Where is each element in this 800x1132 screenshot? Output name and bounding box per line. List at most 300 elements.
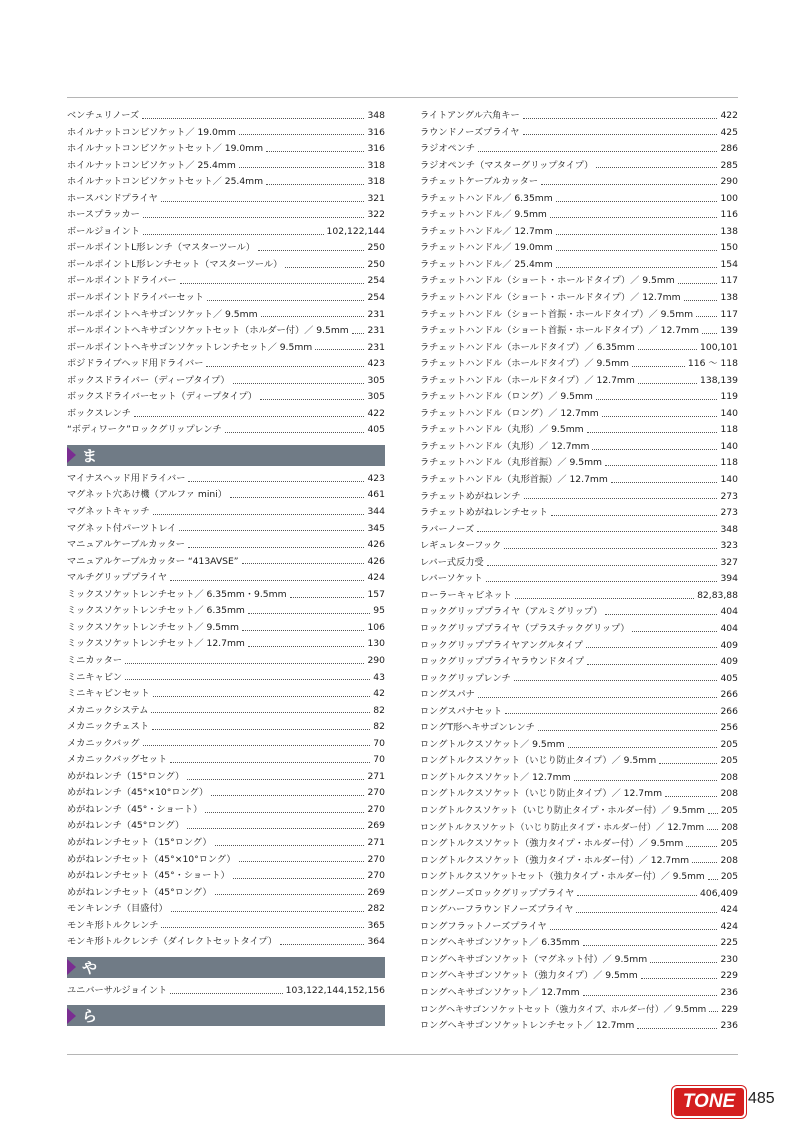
entry-name: モンキレンチ（目盛付） xyxy=(67,903,168,915)
entry-page: 270 xyxy=(367,870,385,882)
dot-leader xyxy=(538,730,718,731)
dot-leader xyxy=(266,184,364,185)
index-entry xyxy=(67,587,385,604)
entry-page: 139 xyxy=(720,325,738,337)
entry-page: 405 xyxy=(720,672,738,684)
entry-page: 323 xyxy=(720,540,738,552)
entry-name: ラジオペンチ xyxy=(420,143,476,155)
dot-leader xyxy=(523,134,718,135)
entry-page: 344 xyxy=(367,506,385,518)
entry-page: 236 xyxy=(720,1020,738,1032)
index-entry xyxy=(420,737,738,754)
dot-leader xyxy=(592,449,717,450)
entry-name: ラチェットケーブルカッター xyxy=(420,176,539,188)
entry-name: ロングフラットノーズプライヤ xyxy=(420,920,547,932)
dot-leader xyxy=(142,118,364,119)
index-entry xyxy=(420,191,738,208)
entry-page: 229 xyxy=(720,970,738,982)
entry-name: ホイルナットコンビソケット／ 19.0mm xyxy=(67,126,236,138)
entry-name: ラチェットハンドル（ショート首振・ホールドタイプ）／ 9.5mm xyxy=(420,308,694,320)
entry-page: 205 xyxy=(720,805,738,816)
entry-page: 208 xyxy=(720,854,738,866)
entry-page: 282 xyxy=(367,903,385,915)
entry-page: 138,139 xyxy=(700,374,738,386)
entry-name: ホースプラッカー xyxy=(67,209,140,221)
entry-name: ロングトルクスソケット／ 12.7mm xyxy=(420,771,571,783)
entry-page: 43 xyxy=(373,671,385,683)
dot-leader xyxy=(280,944,365,945)
dot-leader xyxy=(568,747,718,748)
entry-name: レバーソケット xyxy=(420,573,483,585)
entry-name: ボールジョイント xyxy=(67,225,140,237)
index-entry xyxy=(67,373,385,390)
entry-page: 365 xyxy=(367,919,385,931)
index-entry xyxy=(420,522,738,539)
entry-name: ロックグリップレンチ xyxy=(420,672,511,684)
dot-leader xyxy=(205,812,364,813)
entry-name: ミニキャビンセット xyxy=(67,688,150,700)
index-entry xyxy=(420,704,738,721)
entry-name: マニュアルケーブルカッター “413AVSE” xyxy=(67,555,239,567)
index-entry xyxy=(67,636,385,653)
entry-page: 305 xyxy=(367,391,385,403)
index-entry xyxy=(67,603,385,620)
entry-page: 70 xyxy=(373,737,385,749)
index-entry xyxy=(67,983,385,1000)
dot-leader xyxy=(352,333,365,334)
logo-text: TONE xyxy=(682,1091,736,1112)
index-entry xyxy=(420,952,738,969)
section-label: ま xyxy=(82,446,98,465)
entry-page: 225 xyxy=(720,937,738,949)
index-entry xyxy=(67,901,385,918)
entry-page: 404 xyxy=(720,622,738,634)
entry-name: モンキ形トルクレンチ xyxy=(67,919,159,931)
index-entry xyxy=(67,802,385,819)
index-entry xyxy=(67,670,385,687)
dot-leader xyxy=(143,234,324,235)
entry-name: ラチェットハンドル（丸形首振）／ 12.7mm xyxy=(420,474,608,486)
entry-page: 269 xyxy=(367,886,385,898)
index-entry xyxy=(420,174,738,191)
entry-name: ボックスレンチ xyxy=(67,407,131,419)
entry-page: 154 xyxy=(720,258,738,270)
index-entry xyxy=(67,835,385,852)
dot-leader xyxy=(637,1028,717,1029)
dot-leader xyxy=(550,217,718,218)
index-entry xyxy=(420,472,738,489)
entry-name: ラチェットハンドル（ショート・ホールドタイプ）／ 12.7mm xyxy=(420,292,681,304)
dot-leader xyxy=(258,250,365,251)
index-entry xyxy=(67,868,385,885)
entry-name: ローラーキャビネット xyxy=(420,589,512,601)
section-header xyxy=(67,1005,385,1026)
index-entry xyxy=(67,570,385,587)
dot-leader xyxy=(602,416,718,417)
dot-leader xyxy=(478,697,718,698)
index-entry xyxy=(67,108,385,125)
dot-leader xyxy=(556,201,718,202)
index-entry xyxy=(67,158,385,175)
dot-leader xyxy=(514,680,718,681)
dot-leader xyxy=(261,316,365,317)
dot-leader xyxy=(556,267,718,268)
dot-leader xyxy=(233,878,365,879)
index-entry xyxy=(67,521,385,538)
dot-leader xyxy=(143,745,371,746)
dot-leader xyxy=(170,993,282,994)
entry-name: ラチェットハンドル（ホールドタイプ）／ 6.35mm xyxy=(420,341,635,353)
entry-page: 316 xyxy=(367,143,385,155)
dot-leader xyxy=(709,1011,718,1012)
entry-page: 140 xyxy=(720,440,738,452)
index-entry xyxy=(67,406,385,423)
dot-leader xyxy=(684,300,718,301)
index-entry xyxy=(420,853,738,870)
entry-name: マグネット付パーツトレイ xyxy=(67,522,177,534)
index-entry xyxy=(67,141,385,158)
dot-leader xyxy=(248,646,365,647)
entry-name: ロングスパナ xyxy=(420,689,475,701)
dot-leader xyxy=(550,929,718,930)
dot-leader xyxy=(180,283,365,284)
entry-page: 208 xyxy=(720,788,738,800)
index-entry xyxy=(420,836,738,853)
entry-page: 117 xyxy=(720,308,738,320)
dot-leader xyxy=(187,828,364,829)
entry-name: めがねレンチセット（15°ロング） xyxy=(67,836,212,848)
index-entry xyxy=(420,373,738,390)
index-entry xyxy=(420,455,738,472)
entry-page: 321 xyxy=(367,192,385,204)
entry-page: 140 xyxy=(720,474,738,486)
section-marker-icon xyxy=(67,447,76,463)
index-entry xyxy=(67,323,385,340)
dot-leader xyxy=(233,383,365,384)
entry-name: ラチェットハンドル（丸形）／ 9.5mm xyxy=(420,424,584,436)
entry-name: メカニックシステム xyxy=(67,704,149,716)
dot-leader xyxy=(708,813,718,814)
dot-leader xyxy=(225,432,365,433)
entry-page: 271 xyxy=(367,836,385,848)
entry-page: 254 xyxy=(367,275,385,287)
index-entry xyxy=(420,820,738,837)
entry-name: ラウンドノーズプライヤ xyxy=(420,126,520,138)
entry-page: 100,101 xyxy=(700,341,738,353)
index-entry xyxy=(420,1018,738,1035)
entry-page: 273 xyxy=(720,490,738,502)
entry-page: 118 xyxy=(720,424,738,436)
index-entry xyxy=(67,273,385,290)
index-column-right xyxy=(420,108,738,1035)
dot-leader xyxy=(315,349,364,350)
dot-leader xyxy=(477,531,717,532)
entry-page: 318 xyxy=(367,176,385,188)
entry-page: 422 xyxy=(367,407,385,419)
index-entry xyxy=(420,489,738,506)
index-entry xyxy=(420,555,738,572)
dot-leader xyxy=(692,862,717,863)
entry-name: ベンチュリノーズ xyxy=(67,110,140,121)
dot-leader xyxy=(290,597,365,598)
dot-leader xyxy=(230,497,364,498)
section-header xyxy=(67,445,385,466)
entry-name: ロックグリッププライヤラウンドタイプ xyxy=(420,656,585,668)
entry-page: 116 ～ 118 xyxy=(687,358,738,370)
dot-leader xyxy=(242,563,365,564)
dot-leader xyxy=(248,613,370,614)
dot-leader xyxy=(486,581,718,582)
dot-leader xyxy=(576,912,717,913)
entry-page: 424 xyxy=(720,904,738,916)
entry-name: ボールポイントドライバーセット xyxy=(67,292,204,304)
index-column-left xyxy=(67,108,385,1031)
entry-name: マイナスヘッド用ドライバー xyxy=(67,472,186,484)
index-entry xyxy=(420,968,738,985)
entry-page: 422 xyxy=(720,110,738,121)
entry-name: ラチェットハンドル／ 6.35mm xyxy=(420,192,553,204)
entry-name: ミックスソケットレンチセット／ 12.7mm xyxy=(67,638,245,650)
dot-leader xyxy=(638,349,697,350)
index-entry xyxy=(420,158,738,175)
entry-name: ライトアングル六角キー xyxy=(420,110,520,121)
entry-page: 461 xyxy=(367,489,385,501)
section-header xyxy=(67,957,385,978)
index-entry xyxy=(67,703,385,720)
top-rule xyxy=(67,97,738,98)
dot-leader xyxy=(239,861,365,862)
entry-name: めがねレンチセット（45°×10°ロング） xyxy=(67,853,236,865)
dot-leader xyxy=(151,712,370,713)
entry-page: 102,122,144 xyxy=(326,225,385,237)
entry-page: 116 xyxy=(720,209,738,221)
dot-leader xyxy=(215,845,365,846)
tone-logo xyxy=(672,1086,746,1118)
entry-page: 394 xyxy=(720,573,738,585)
dot-leader xyxy=(665,796,717,797)
dot-leader xyxy=(605,614,717,615)
index-entry xyxy=(67,487,385,504)
dot-leader xyxy=(523,118,718,119)
dot-leader xyxy=(478,151,717,152)
index-entry xyxy=(420,538,738,555)
entry-page: 423 xyxy=(367,472,385,484)
entry-page: 425 xyxy=(720,126,738,138)
entry-name: ボールポイントL形レンチ（マスターツール） xyxy=(67,242,255,254)
entry-name: マグネット穴あけ機（アルファ mini） xyxy=(67,489,227,501)
dot-leader xyxy=(505,713,717,714)
dot-leader xyxy=(487,565,718,566)
entry-name: ラチェットハンドル（ショート・ホールドタイプ）／ 9.5mm xyxy=(420,275,675,287)
entry-name: ロングノーズロックグリッププライヤ xyxy=(420,887,575,899)
entry-page: 119 xyxy=(720,391,738,403)
entry-page: 327 xyxy=(720,556,738,568)
entry-page: 250 xyxy=(367,242,385,254)
entry-name: ラチェットハンドル（ホールドタイプ）／ 12.7mm xyxy=(420,374,635,386)
entry-name: ロングトルクスソケット（いじり防止タイプ）／ 9.5mm xyxy=(420,755,657,767)
index-entry xyxy=(67,620,385,637)
entry-page: 205 xyxy=(720,738,738,750)
entry-page: 266 xyxy=(720,705,738,717)
dot-leader xyxy=(556,234,718,235)
dot-leader xyxy=(188,481,364,482)
entry-name: ボールポイントヘキサゴンソケットセット（ホルダー付）／ 9.5mm xyxy=(67,325,349,337)
index-entry xyxy=(420,307,738,324)
entry-name: ロングヘキサゴンソケットセット（強力タイプ、ホルダー付）／ 9.5mm xyxy=(420,1004,707,1015)
entry-name: ロングトルクスソケット（いじり防止タイプ・ホルダー付）／ 9.5mm xyxy=(420,805,705,816)
index-entry xyxy=(67,934,385,951)
dot-leader xyxy=(170,762,370,763)
dot-leader xyxy=(125,679,370,680)
entry-name: ロックグリッププライヤ（プラスチックグリップ） xyxy=(420,622,630,634)
dot-leader xyxy=(574,780,718,781)
dot-leader xyxy=(266,151,364,152)
entry-page: 138 xyxy=(720,292,738,304)
entry-name: ロングヘキサゴンソケット（強力タイプ）／ 9.5mm xyxy=(420,970,638,982)
entry-page: 271 xyxy=(367,770,385,782)
dot-leader xyxy=(170,580,364,581)
dot-leader xyxy=(632,366,685,367)
index-entry xyxy=(420,207,738,224)
dot-leader xyxy=(171,911,365,912)
entry-name: レギュレターフック xyxy=(420,540,502,552)
entry-name: ロングスパナセット xyxy=(420,705,503,717)
dot-leader xyxy=(596,399,718,400)
entry-page: 426 xyxy=(367,555,385,567)
entry-name: めがねレンチ（15°ロング） xyxy=(67,770,185,782)
entry-page: 305 xyxy=(367,374,385,386)
dot-leader xyxy=(134,416,364,417)
index-entry xyxy=(420,604,738,621)
dot-leader xyxy=(659,763,717,764)
index-entry xyxy=(67,769,385,786)
entry-page: 231 xyxy=(367,341,385,353)
index-entry xyxy=(420,638,738,655)
entry-page: 229 xyxy=(721,1004,738,1015)
index-entry xyxy=(420,273,738,290)
entry-name: ボールポイントヘキサゴンソケット／ 9.5mm xyxy=(67,308,258,320)
entry-name: ロングトルクスソケット（強力タイプ・ホルダー付）／ 9.5mm xyxy=(420,838,684,850)
dot-leader xyxy=(161,201,365,202)
entry-name: マルチグリッププライヤ xyxy=(67,572,168,584)
entry-page: 205 xyxy=(720,755,738,767)
dot-leader xyxy=(583,945,718,946)
entry-page: 270 xyxy=(367,803,385,815)
entry-page: 106 xyxy=(367,621,385,633)
entry-name: マグネットキャッチ xyxy=(67,506,150,518)
entry-page: 290 xyxy=(367,654,385,666)
index-entry xyxy=(67,504,385,521)
dot-leader xyxy=(260,399,364,400)
entry-page: 82,83,88 xyxy=(697,589,738,601)
dot-leader xyxy=(577,895,697,896)
entry-page: 117 xyxy=(720,275,738,287)
index-entry xyxy=(420,439,738,456)
index-entry xyxy=(420,406,738,423)
entry-page: 424 xyxy=(367,572,385,584)
section-label: や xyxy=(82,958,98,977)
index-entry xyxy=(420,141,738,158)
entry-name: ロングトルクスソケット（いじり防止タイプ）／ 12.7mm xyxy=(420,788,663,800)
entry-name: ラチェットハンドル／ 19.0mm xyxy=(420,242,553,254)
entry-name: モンキ形トルクレンチ（ダイレクトセットタイプ） xyxy=(67,936,277,948)
index-entry xyxy=(67,653,385,670)
index-entry xyxy=(67,852,385,869)
entry-name: ボールポイントヘキサゴンソケットレンチセット／ 9.5mm xyxy=(67,341,313,353)
index-entry xyxy=(420,985,738,1002)
entry-page: 250 xyxy=(367,258,385,270)
entry-page: 82 xyxy=(373,704,385,716)
entry-page: 230 xyxy=(720,953,738,965)
section-marker-icon xyxy=(67,959,76,975)
entry-page: 82 xyxy=(373,721,385,733)
dot-leader xyxy=(206,366,364,367)
index-entry xyxy=(420,935,738,952)
index-entry xyxy=(420,108,738,125)
index-entry xyxy=(420,323,738,340)
entry-name: メカニックバッグセット xyxy=(67,754,168,766)
entry-name: ミックスソケットレンチセット／ 6.35mm xyxy=(67,605,245,617)
entry-name: ロングトルクスソケット（強力タイプ・ホルダー付）／ 12.7mm xyxy=(420,854,690,866)
entry-page: 70 xyxy=(373,754,385,766)
entry-name: めがねレンチ（45°×10°ロング） xyxy=(67,787,209,799)
index-entry xyxy=(420,224,738,241)
index-entry xyxy=(420,257,738,274)
dot-leader xyxy=(515,598,694,599)
entry-name: ラチェットハンドル（丸形）／ 12.7mm xyxy=(420,440,590,452)
entry-name: ラチェットハンドル（ショート首振・ホールドタイプ）／ 12.7mm xyxy=(420,325,699,337)
index-entry xyxy=(420,770,738,787)
index-entry xyxy=(420,340,738,357)
index-entry xyxy=(420,240,738,257)
entry-page: 231 xyxy=(367,325,385,337)
index-entry xyxy=(420,356,738,373)
entry-name: ミニキャビン xyxy=(67,671,123,683)
entry-name: ポジドライブヘッド用ドライバー xyxy=(67,358,204,370)
entry-name: ラチェットハンドル（ロング）／ 9.5mm xyxy=(420,391,593,403)
entry-page: 286 xyxy=(720,143,738,155)
index-entry xyxy=(420,919,738,936)
entry-name: ボールポイントL形レンチセット（マスターツール） xyxy=(67,258,283,270)
index-entry xyxy=(67,818,385,835)
index-entry xyxy=(67,174,385,191)
entry-name: ホイルナットコンビソケット／ 25.4mm xyxy=(67,159,236,171)
entry-page: 269 xyxy=(367,820,385,832)
entry-page: 266 xyxy=(720,689,738,701)
dot-leader xyxy=(632,631,717,632)
entry-page: 236 xyxy=(720,986,738,998)
entry-name: ラチェットハンドル（ホールドタイプ）／ 9.5mm xyxy=(420,358,629,370)
index-entry xyxy=(420,886,738,903)
dot-leader xyxy=(207,300,364,301)
entry-page: 316 xyxy=(367,126,385,138)
index-entry xyxy=(420,671,738,688)
entry-page: 345 xyxy=(367,522,385,534)
entry-page: 270 xyxy=(367,853,385,865)
dot-leader xyxy=(605,465,717,466)
index-entry xyxy=(420,654,738,671)
entry-name: めがねレンチセット（45°ロング） xyxy=(67,886,212,898)
entry-name: ロックグリッププライヤ（アルミグリップ） xyxy=(420,606,603,618)
dot-leader xyxy=(161,927,364,928)
entry-name: ホースバンドプライヤ xyxy=(67,192,158,204)
entry-page: 426 xyxy=(367,539,385,551)
index-entry xyxy=(67,785,385,802)
entry-page: 405 xyxy=(367,424,385,436)
dot-leader xyxy=(678,283,718,284)
dot-leader xyxy=(586,647,718,648)
dot-leader xyxy=(125,663,364,664)
